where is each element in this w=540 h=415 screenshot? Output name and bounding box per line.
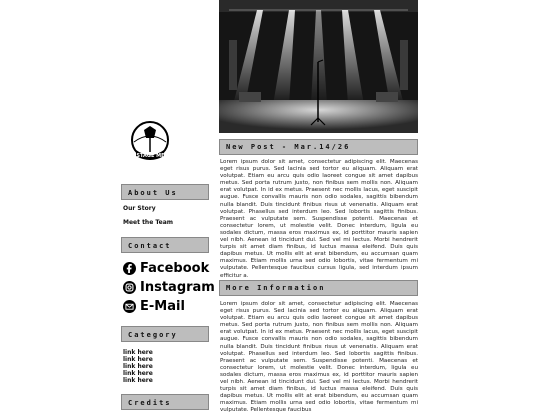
email-link[interactable] xyxy=(123,298,185,314)
facebook-link[interactable] xyxy=(123,260,209,276)
category-link[interactable]: link here xyxy=(123,363,153,370)
credits-header: Credits xyxy=(121,394,209,410)
category-header: Category xyxy=(121,326,209,342)
logo-badge: STAGE ME xyxy=(136,153,165,159)
instagram-icon xyxy=(123,281,136,294)
facebook-label: Facebook xyxy=(140,260,210,276)
email-label: E-Mail xyxy=(140,298,185,314)
category-link[interactable]: link here xyxy=(123,377,153,384)
our-story-link[interactable]: Our Story xyxy=(123,205,156,212)
site-logo[interactable] xyxy=(126,120,182,170)
category-link[interactable]: link here xyxy=(123,370,153,377)
concert-stage-image xyxy=(219,0,418,133)
email-icon xyxy=(123,300,136,313)
facebook-icon xyxy=(123,262,136,275)
post-body: Lorem ipsum dolor sit amet, consectetur adipiscing elit. Maecenas eget risus purus. Sed lacinia sed tortor eu aliquam. Aliquam erat volutpat. Etiam eu arcu quis odio laoreet congue sit amet dapibus metus. Sed porta rutrum justo, non finibus sem mollis non. Aliquam erat volutpat. In id ex metus. Praesent nec mollis lacus, eget suscipit augue. Fusce convallis mauris non odio sodales, sagittis bibendum nulla blandit. Duis tincidunt finibus risus ut venenatis. Aliquam erat volutpat. Phasellus sed interdum leo. Sed lobortis sagittis finibus. Praesent ac vulputate sem. Suspendisse potenti. Maecenas et consectetur lorem, ut molestie velit. Donec interdum, ligula eu sodales dictum, massa eros maximus ex, id porttitor mauris sapien vel nibh. Aenean id tincidunt dui. Sed vel mi lectus. Morbi hendrerit turpis sit amet diam finibus, id luctus massa eleifend. Duis quis dapibus metus. Ut mollis elit at erat bibendum, eu accumsan quam maximus. Etiam mollis urna sed odio lobortis, vitae fermentum mi vulputate. Pellentesque faucibus cursus ligula, sed interdum ipsum efficitur a. xyxy=(220,159,418,279)
more-info-header: More Information xyxy=(219,280,418,296)
instagram-label: Instagram xyxy=(140,279,215,295)
meet-the-team-link[interactable]: Meet the Team xyxy=(123,219,174,226)
contact-header: Contact xyxy=(121,237,209,253)
more-info-body: Lorem ipsum dolor sit amet, consectetur adipiscing elit. Maecenas eget risus purus. Sed lacinia sed tortor eu aliquam. Aliquam erat volutpat. Etiam eu arcu quis odio laoreet congue sit amet dapibus metus. Sed porta rutrum justo, non finibus sem mollis non. Aliquam erat volutpat. In id ex metus. Praesent nec mollis lacus, eget suscipit augue. Fusce convallis mauris non odio sodales, sagittis bibendum nulla blandit. Duis tincidunt finibus risus ut venenatis. Aliquam erat volutpat. Phasellus sed interdum leo. Sed lobortis sagittis finibus. Praesent ac vulputate sem. Suspendisse potenti. Maecenas et consectetur lorem, ut molestie velit. Donec interdum, ligula eu sodales dictum, massa eros maximus ex, id porttitor mauris sapien vel nibh. Aenean id tincidunt dui. Sed vel mi lectus. Morbi hendrerit turpis sit amet diam finibus, id luctus massa eleifend. Duis quis dapibus metus. Ut mollis elit at erat bibendum, eu accumsan quam maximus. Etiam mollis urna sed odio lobortis, vitae fermentum mi vulputate. Pellentesque faucibus xyxy=(220,301,418,414)
stage-me-logo-graphic xyxy=(126,120,182,170)
about-us-header: About Us xyxy=(121,184,209,200)
category-link[interactable]: link here xyxy=(123,349,153,356)
category-link[interactable]: link here xyxy=(123,356,153,363)
post-header: New Post - Mar.14/26 xyxy=(219,139,418,155)
instagram-link[interactable] xyxy=(123,279,215,295)
